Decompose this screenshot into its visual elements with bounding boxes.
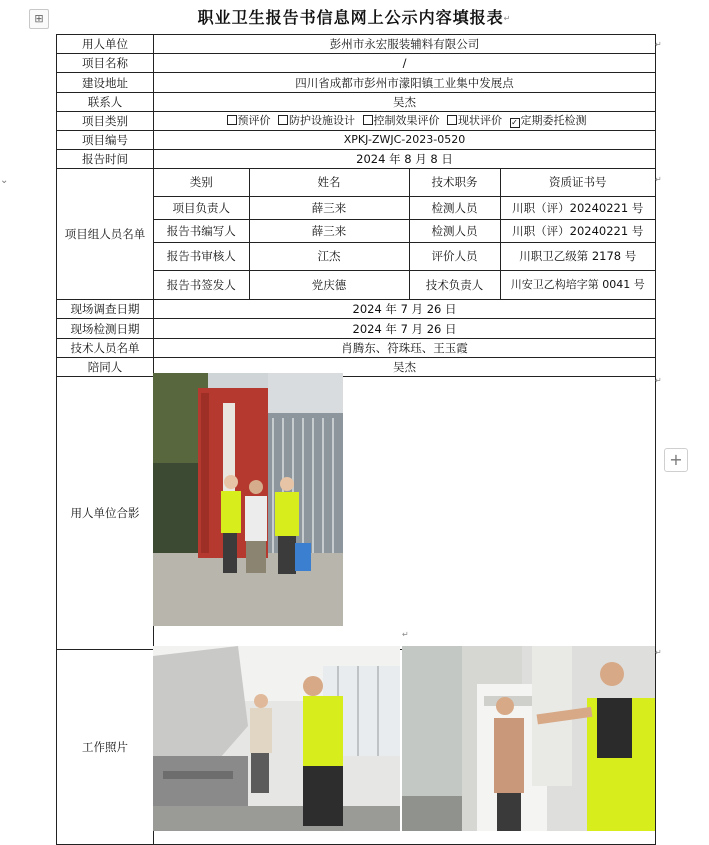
team-header-row xyxy=(154,169,655,196)
team-role[interactable]: 报告书签发人 xyxy=(154,270,249,299)
row-end-mark: ↵ xyxy=(655,40,662,49)
row-survey-date xyxy=(57,300,656,319)
value-project-name[interactable]: / xyxy=(154,54,656,73)
team-name[interactable]: 江杰 xyxy=(249,242,409,270)
checkmark-icon[interactable]: ✓ xyxy=(511,118,518,127)
checkbox-status-eval[interactable] xyxy=(443,114,502,127)
label-report-time: 报告时间 xyxy=(57,150,154,169)
value-survey-date[interactable]: 2024 年 7 月 26 日 xyxy=(154,300,656,319)
checkbox-box[interactable] xyxy=(278,115,288,125)
label-address: 建设地址 xyxy=(57,73,154,93)
work-photo-1[interactable] xyxy=(153,646,400,831)
table-row xyxy=(154,196,655,219)
team-table xyxy=(154,169,655,299)
row-escort xyxy=(57,358,656,377)
row-detect-date xyxy=(57,319,656,339)
label-project-no: 项目编号 xyxy=(57,131,154,150)
label-category: 项目类别 xyxy=(57,112,154,131)
team-name[interactable]: 薛三来 xyxy=(249,219,409,242)
checkbox-box[interactable] xyxy=(227,115,237,125)
row-tech-staff xyxy=(57,339,656,358)
value-detect-date[interactable]: 2024 年 7 月 26 日 xyxy=(154,319,656,339)
label-group-photo: 用人单位合影 xyxy=(57,377,154,650)
checkbox-label: 控制效果评价 xyxy=(373,114,440,127)
team-cell xyxy=(154,169,656,300)
team-cert[interactable]: 川安卫乙构培字第 0041 号 xyxy=(500,270,655,299)
checkbox-control-eval[interactable] xyxy=(359,114,440,127)
row-group-photo xyxy=(57,377,656,650)
row-end-mark: ↵ xyxy=(655,376,662,385)
row-project-no xyxy=(57,131,656,150)
team-cert[interactable]: 川职（评）20240221 号 xyxy=(500,196,655,219)
label-detect-date: 现场检测日期 xyxy=(57,319,154,339)
page-title: 职业卫生报告书信息网上公示内容填报表↵ xyxy=(197,8,512,27)
checkbox-protect-design[interactable] xyxy=(274,114,355,127)
value-tech-staff[interactable]: 肖腾东、符珠珏、王玉霞 xyxy=(154,339,656,358)
team-name[interactable]: 薛三来 xyxy=(249,196,409,219)
value-employer[interactable]: 彭州市永宏服装辅料有限公司 xyxy=(154,35,656,54)
team-header-name: 姓名 xyxy=(249,169,409,196)
label-contact: 联系人 xyxy=(57,93,154,112)
team-header-title: 技术职务 xyxy=(409,169,500,196)
row-end-mark: ↵ xyxy=(655,175,662,184)
checkbox-label: 现状评价 xyxy=(458,114,502,127)
group-photo[interactable] xyxy=(153,373,343,626)
checkbox-box[interactable] xyxy=(363,115,373,125)
value-contact[interactable]: 吴杰 xyxy=(154,93,656,112)
row-address xyxy=(57,73,656,93)
table-move-handle[interactable]: ⊞ xyxy=(29,9,49,29)
add-button[interactable]: + xyxy=(664,448,688,472)
row-report-time xyxy=(57,150,656,169)
row-contact xyxy=(57,93,656,112)
team-cert[interactable]: 川职（评）20240221 号 xyxy=(500,219,655,242)
team-role[interactable]: 报告书编写人 xyxy=(154,219,249,242)
team-header-role: 类别 xyxy=(154,169,249,196)
label-employer: 用人单位 xyxy=(57,35,154,54)
value-address[interactable]: 四川省成都市彭州市濛阳镇工业集中发展点 xyxy=(154,73,656,93)
team-title[interactable]: 检测人员 xyxy=(409,196,500,219)
row-category xyxy=(57,112,656,131)
table-row xyxy=(154,219,655,242)
team-role[interactable]: 项目负责人 xyxy=(154,196,249,219)
table-row xyxy=(154,270,655,299)
para-end-mark: ↵ xyxy=(402,630,409,639)
chevron-down-icon[interactable]: ⌄ xyxy=(0,175,9,186)
team-label-text: 项目组人员名单 xyxy=(64,227,146,241)
label-team xyxy=(57,169,154,300)
team-title[interactable]: 检测人员 xyxy=(409,219,500,242)
title-text: 职业卫生报告书信息网上公示内容填报表 xyxy=(197,8,504,27)
team-header-cert: 资质证书号 xyxy=(500,169,655,196)
team-cert[interactable]: 川职卫乙级第 2178 号 xyxy=(500,242,655,270)
checkbox-label: 预评价 xyxy=(237,114,271,127)
checkbox-pre-eval[interactable] xyxy=(223,114,271,127)
value-report-time[interactable]: 2024 年 8 月 8 日 xyxy=(154,150,656,169)
team-role[interactable]: 报告书审核人 xyxy=(154,242,249,270)
row-employer xyxy=(57,35,656,54)
label-survey-date: 现场调查日期 xyxy=(57,300,154,319)
value-category xyxy=(154,112,656,131)
team-title[interactable]: 技术负责人 xyxy=(409,270,500,299)
label-work-photos: 工作照片 xyxy=(57,650,154,845)
work-photo-2[interactable] xyxy=(402,646,655,831)
value-project-no[interactable]: XPKJ-ZWJC-2023-0520 xyxy=(154,131,656,150)
checkbox-label: 防护设施设计 xyxy=(289,114,355,127)
value-escort[interactable]: 吴杰 xyxy=(154,358,656,377)
team-title[interactable]: 评价人员 xyxy=(409,242,500,270)
row-project-name xyxy=(57,54,656,73)
checkbox-periodic-detect[interactable] xyxy=(506,114,587,127)
row-end-mark: ↵ xyxy=(655,648,662,657)
label-escort: 陪同人 xyxy=(57,358,154,377)
checkbox-label: 定期委托检测 xyxy=(520,114,587,127)
team-name[interactable]: 党庆德 xyxy=(249,270,409,299)
label-tech-staff: 技术人员名单 xyxy=(57,339,154,358)
table-row xyxy=(154,242,655,270)
label-project-name: 项目名称 xyxy=(57,54,154,73)
checkbox-box[interactable] xyxy=(447,115,457,125)
row-team xyxy=(57,169,656,300)
